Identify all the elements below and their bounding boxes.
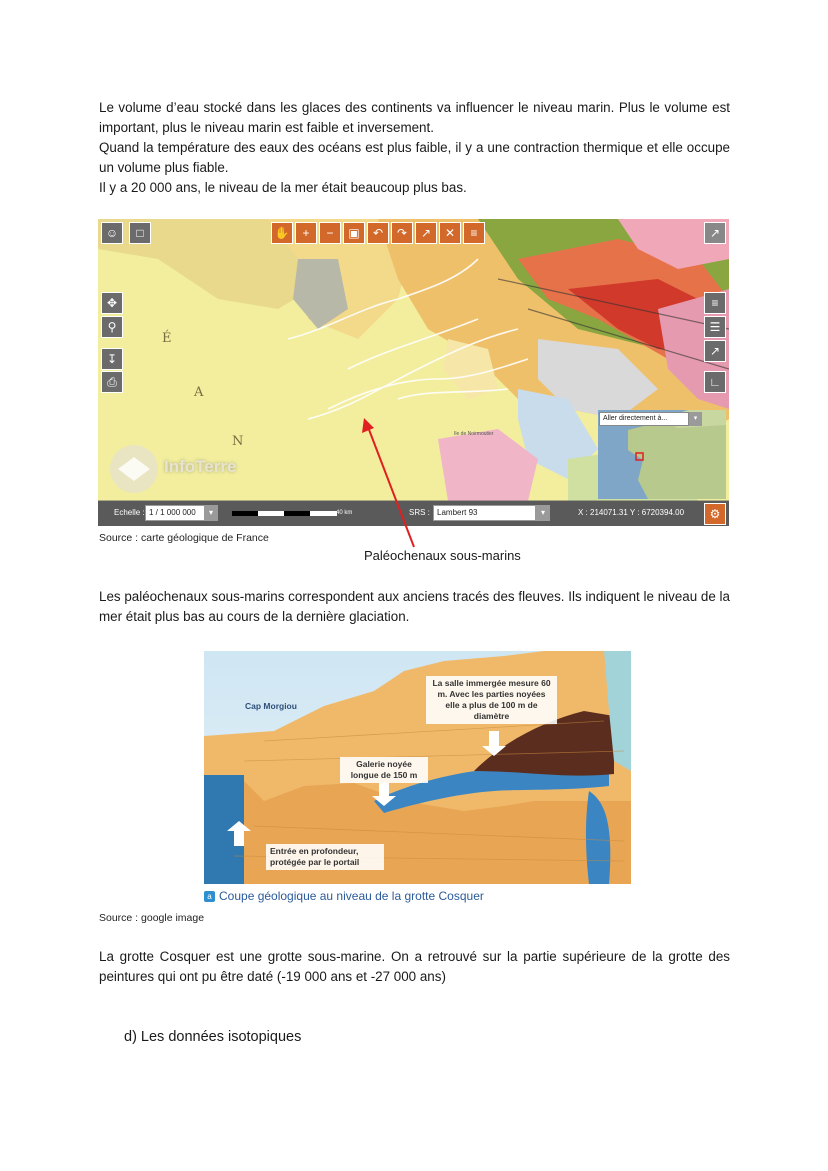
section-heading: d) Les données isotopiques [124,1029,302,1045]
srs-label: SRS : [409,508,430,517]
paragraph-ice-volume: Le volume d’eau stocké dans les glaces des continents va influencer le niveau marin. Plus le volume est important, plus le niveau marin est faible et inversement. [99,100,730,135]
infoterre-brand: InfoTerre [164,457,237,476]
scale-label: Echelle : [114,508,145,517]
zoom-in-icon[interactable]: + [295,222,317,244]
paragraph-cosquer: La grotte Cosquer est une grotte sous-marine. On a retrouvé sur la partie supérieure de la grotte des peintures qui ont pu être daté (-19 000 ans et -27 000 ans) [99,949,730,984]
download-icon[interactable]: ↧ [101,348,123,370]
paragraph-thermal-contraction: Quand la température des eaux des océans est plus faible, il y a une contraction thermique et elle occupe un volume plus fiable. [99,140,730,175]
user-icon[interactable]: ☺ [101,222,123,244]
place-label: Ile de Noirmoutier [454,431,494,437]
chevron-down-icon[interactable]: ▾ [536,505,550,521]
paleochannel-annotation: Paléochenaux sous-marins [364,548,521,563]
coordinates-readout: X : 214071.31 Y : 6720394.00 [578,508,685,517]
share-icon[interactable]: ↗ [704,340,726,362]
sea-letter-a: A [194,385,204,400]
undo-icon[interactable]: ↶ [367,222,389,244]
chevron-down-icon[interactable]: ▾ [204,505,218,521]
salle-immergee-label: La salle immergée mesure 60 m. Avec les parties noyées elle a plus de 100 m de diamètre [426,676,557,724]
search-map-icon[interactable]: ⚲ [101,316,123,338]
scale-bar-label: 40 km [336,510,353,516]
figure-caption [204,889,484,903]
image-source: Source : google image [99,912,205,924]
caption-text: Coupe géologique au niveau de la grotte Cosquer [219,889,484,903]
layers-panel-icon[interactable]: ≡ [704,292,726,314]
info-cursor-icon[interactable]: ↗ [415,222,437,244]
map-source: Source : carte géologique de France [99,532,269,544]
chevron-down-icon[interactable]: ▾ [689,412,702,426]
sea-letter-n: N [232,434,244,449]
print-icon[interactable]: ⎙ [101,371,123,393]
pan-hand-icon[interactable]: ✋ [271,222,293,244]
infoterre-logo-icon [108,443,160,495]
paragraph-paleochannels: Les paléochenaux sous-marins correspondent aux anciens tracés des fleuves. Ils indiquent le niveau de la mer était plus bas au cours de la dernière glaciation. [99,589,730,624]
monitor-icon[interactable]: □ [129,222,151,244]
scale-select[interactable]: 1 / 1 000 000 [145,505,205,521]
settings-gear-icon[interactable]: ⚙ [704,503,726,525]
galerie-noyee-label: Galerie noyée longue de 150 m [340,757,428,783]
sea-letter-e: É [162,331,172,346]
srs-select[interactable]: Lambert 93 [433,505,536,521]
annotation-arrow [358,415,418,550]
scale-bar [232,510,337,517]
collapse-icon[interactable]: ↗ [704,222,726,244]
zoom-out-icon[interactable]: − [319,222,341,244]
redo-icon[interactable]: ↷ [391,222,413,244]
tools-icon[interactable]: ✕ [439,222,461,244]
cosquer-cross-section [204,651,631,884]
paragraph-sea-level: Il y a 20 000 ans, le niveau de la mer était beaucoup plus bas. [99,180,467,195]
cap-morgiou-label: Cap Morgiou [245,701,297,711]
move-icon[interactable]: ✥ [101,292,123,314]
entree-profondeur-label: Entrée en profondeur, protégée par le portail [266,844,384,870]
legend-icon[interactable]: ☰ [704,316,726,338]
goto-location-select[interactable]: Aller directement à... [599,412,689,426]
zoom-extent-icon[interactable]: ▣ [343,222,365,244]
measure-icon[interactable]: ∟ [704,371,726,393]
layers-icon[interactable]: ≡ [463,222,485,244]
caption-badge-icon: a [204,891,215,902]
